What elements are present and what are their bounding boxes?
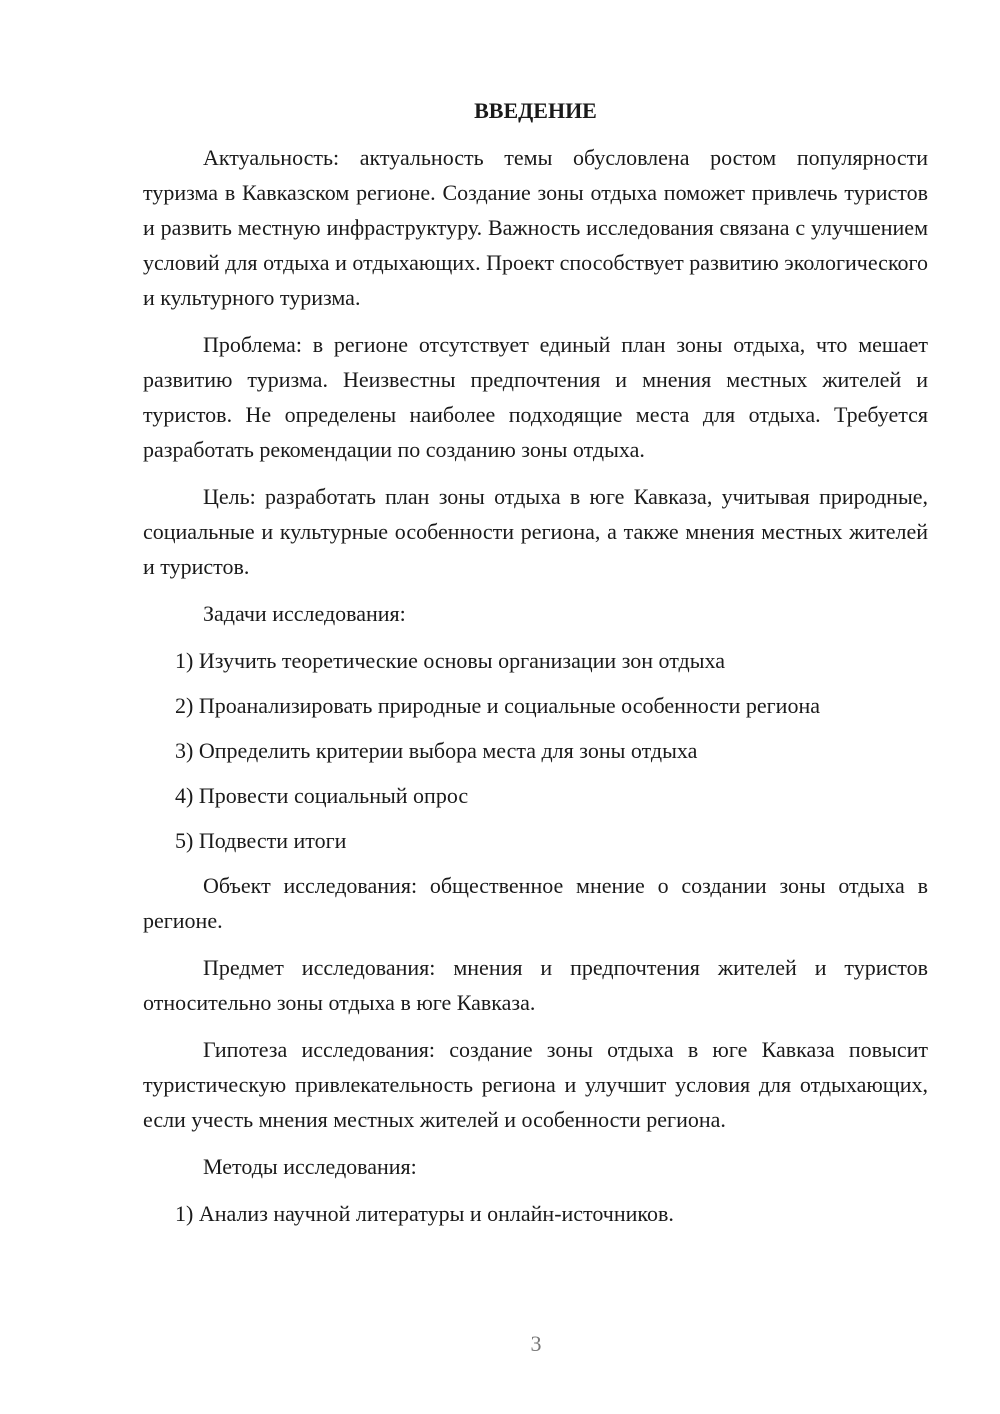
method-item: 1) Анализ научной литературы и онлайн-источников. <box>175 1201 674 1226</box>
hypothesis-paragraph: Гипотеза исследования: создание зоны отдыха в юге Кавказа повысит туристическую привлекательность региона и улучшит условия для отдыхающих, если учесть мнения местных жителей и особенности региона. <box>143 1037 928 1132</box>
task-item: 5) Подвести итоги <box>175 828 347 853</box>
page-number: 3 <box>530 1331 542 1356</box>
subject-paragraph: Предмет исследования: мнения и предпочтения жителей и туристов относительно зоны отдыха в юге Кавказа. <box>143 955 928 1015</box>
methods-heading: Методы исследования: <box>203 1154 417 1179</box>
task-item: 1) Изучить теоретические основы организации зон отдыха <box>175 648 726 673</box>
document-page <box>143 96 928 1241</box>
object-paragraph: Объект исследования: общественное мнение о создании зоны отдыха в регионе. <box>143 873 928 933</box>
problem-paragraph: Проблема: в регионе отсутствует единый план зоны отдыха, что мешает развитию туризма. Неизвестны предпочтения и мнения местных жителей и туристов. Не определены наиболее подходящие места для отдыха. Требуется разработать рекомендации по созданию зоны отдыха. <box>143 332 928 462</box>
section-title: ВВЕДЕНИЕ <box>474 98 597 123</box>
task-item: 4) Провести социальный опрос <box>175 783 469 808</box>
relevance-paragraph: Актуальность: актуальность темы обусловлена ростом популярности туризма в Кавказском регионе. Создание зоны отдыха поможет привлечь туристов и развить местную инфраструктуру. Важность исследования связана с улучшением условий для отдыха и отдыхающих. Проект способствует развитию экологического и культурного туризма. <box>143 145 928 310</box>
tasks-heading: Задачи исследования: <box>203 601 406 626</box>
goal-paragraph: Цель: разработать план зоны отдыха в юге Кавказа, учитывая природные, социальные и культурные особенности региона, а также мнения местных жителей и туристов. <box>143 484 928 579</box>
task-item: 3) Определить критерии выбора места для зоны отдыха <box>175 738 698 763</box>
task-item: 2) Проанализировать природные и социальные особенности региона <box>175 693 820 718</box>
